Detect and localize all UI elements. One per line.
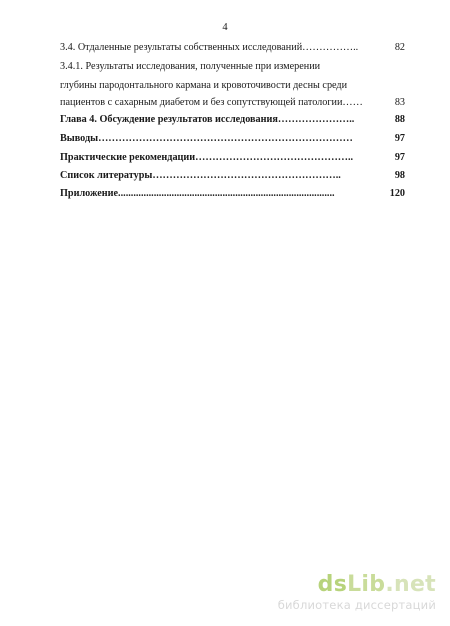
toc-entry-text: Глава 4. Обсуждение результатов исследования…………………..	[60, 114, 355, 125]
toc-entry-text: Список литературы………………………………………………..	[60, 170, 341, 181]
toc-entry-conclusions	[60, 133, 405, 145]
toc-entry-references	[60, 170, 405, 182]
toc-entry-text: Практические рекомендации………………………………………..	[60, 152, 354, 163]
toc-entry-text: Выводы…………………………………………………………………	[60, 133, 353, 144]
toc-entry-page: 98	[394, 170, 405, 181]
toc-entry-page: 88	[394, 114, 405, 125]
toc-entry-3-4	[60, 42, 405, 54]
toc-entry-chapter-4	[60, 114, 405, 126]
toc-entry-text: глубины пародонтального кармана и кровоточивости десны среди	[60, 80, 348, 91]
watermark-logo: dsLib.net	[317, 572, 436, 597]
toc-entry-text: пациентов с сахарным диабетом и без сопутствующей патологии……	[60, 97, 363, 108]
toc-entry-page: 97	[394, 133, 405, 144]
toc-entry-text: Приложение.....................................................................................	[60, 188, 335, 199]
toc-entry-page: 82	[394, 42, 405, 53]
watermark	[278, 573, 436, 612]
toc-entry-appendix	[60, 188, 405, 200]
toc-entry-3-4-1-line3	[60, 97, 405, 109]
toc-entry-page: 83	[394, 97, 405, 108]
toc-entry-recommendations	[60, 152, 405, 164]
toc-entry-page: 120	[389, 188, 405, 199]
toc-entry-text: 3.4. Отдаленные результаты собственных исследований……………..	[60, 42, 359, 53]
toc-entry-text: 3.4.1. Результаты исследования, полученные при измерении	[60, 61, 321, 72]
toc-entry-3-4-1-line2	[60, 80, 405, 92]
page-number: 4	[222, 22, 228, 33]
watermark-subtitle: библиотека диссертаций	[277, 598, 436, 612]
toc-entry-page: 97	[394, 152, 405, 163]
toc-entry-3-4-1-line1	[60, 61, 405, 73]
